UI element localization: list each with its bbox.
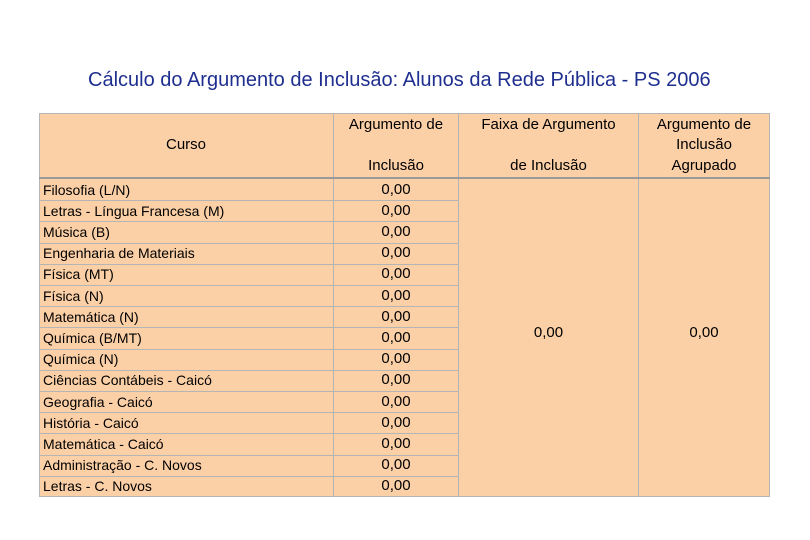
row-divider [39, 243, 333, 244]
row-divider [39, 264, 333, 265]
header-divider [39, 177, 770, 179]
row-curso: Administração - C. Novos [43, 457, 202, 474]
row-divider [39, 306, 333, 307]
header-curso: Curso [165, 136, 206, 153]
row-divider [39, 412, 333, 413]
row-argumento: 0,00 [381, 434, 411, 452]
row-curso: Geografia - Caicó [43, 393, 153, 410]
row-curso: Filosofia (L/N) [43, 181, 131, 198]
row-argumento: 0,00 [381, 392, 411, 410]
slide-title: Cálculo do Argumento de Inclusão: Alunos da Rede Pública - PS 2006 [88, 69, 711, 91]
row-divider [39, 433, 333, 434]
row-curso: Matemática (N) [43, 308, 139, 325]
row-argumento: 0,00 [381, 371, 411, 389]
header-agrupado-line1: Argumento de [656, 116, 752, 133]
row-divider [39, 200, 333, 201]
row-curso: Matemática - Caicó [43, 435, 164, 452]
inclusion-table [39, 113, 770, 497]
row-argumento: 0,00 [381, 180, 411, 198]
row-argumento: 0,00 [381, 413, 411, 431]
row-divider [39, 221, 333, 222]
header-faixa-line1: Faixa de Argumento [481, 116, 616, 133]
row-divider [39, 327, 333, 328]
row-divider [39, 285, 333, 286]
row-curso: Física (MT) [43, 266, 114, 283]
header-argumento-line2: Inclusão [368, 157, 424, 174]
row-curso: Química (B/MT) [43, 329, 142, 346]
table-border-right [769, 113, 770, 497]
row-curso: Ciências Contábeis - Caicó [43, 372, 212, 389]
agrupado-value: 0,00 [689, 324, 719, 341]
header-argumento-line1: Argumento de [348, 116, 444, 133]
row-curso: Química (N) [43, 351, 119, 368]
row-argumento: 0,00 [381, 477, 411, 495]
row-divider [39, 370, 333, 371]
row-argumento: 0,00 [381, 328, 411, 346]
row-curso: Física (N) [43, 287, 104, 304]
row-argumento: 0,00 [381, 222, 411, 240]
row-argumento: 0,00 [381, 244, 411, 262]
row-divider [39, 349, 333, 350]
row-argumento: 0,00 [381, 350, 411, 368]
header-agrupado-line3: Agrupado [671, 157, 737, 174]
row-curso: Música (B) [43, 223, 110, 240]
row-curso: Letras - Língua Francesa (M) [43, 202, 225, 219]
row-divider [39, 476, 333, 477]
row-argumento: 0,00 [381, 265, 411, 283]
header-faixa-line2: de Inclusão [510, 157, 587, 174]
table-border-left [39, 113, 40, 497]
header-agrupado-line2: Inclusão [676, 136, 732, 153]
row-curso: Letras - C. Novos [43, 478, 152, 495]
row-argumento: 0,00 [381, 286, 411, 304]
faixa-value: 0,00 [533, 324, 564, 341]
table-border-top [39, 113, 770, 114]
row-divider [334, 391, 458, 392]
row-curso: Engenharia de Materiais [43, 245, 195, 262]
row-curso: História - Caicó [43, 414, 139, 431]
row-argumento: 0,00 [381, 456, 411, 474]
row-divider [39, 391, 333, 392]
row-argumento: 0,00 [381, 201, 411, 219]
row-divider [39, 455, 333, 456]
row-argumento: 0,00 [381, 307, 411, 325]
row-divider [334, 285, 458, 286]
table-border-bottom [39, 496, 770, 497]
